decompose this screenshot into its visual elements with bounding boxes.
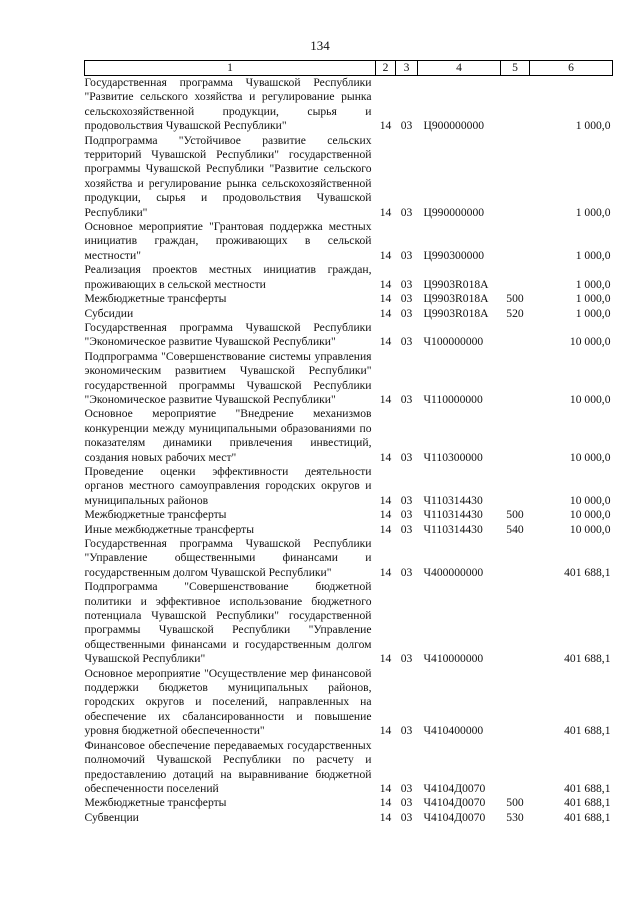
row-amount: 1 000,0 xyxy=(575,248,611,262)
header-col-name: 1 xyxy=(85,61,376,76)
row-expense-type xyxy=(501,667,530,739)
row-name: Межбюджетные трансферты xyxy=(84,796,227,810)
table-row xyxy=(85,523,613,537)
page-number: 134 xyxy=(310,38,330,53)
table-row xyxy=(85,811,613,825)
row-name: Основное мероприятие "Внедрение механизмов конкуренции между муниципальными образованиями по показателям динамики привлечения инвестиций, создания новых рабочих мест" xyxy=(84,407,372,464)
row-target-article: Ч410000000 xyxy=(423,652,484,666)
row-target-article: Ч410400000 xyxy=(423,724,484,738)
table-row xyxy=(85,667,613,739)
row-expense-type: 500 xyxy=(506,508,524,522)
row-name: Проведение оценки эффективности деятельности органов местного самоуправления городских округов и муниципальных районов xyxy=(84,464,372,507)
header-col-target-article: 4 xyxy=(418,61,501,76)
row-target-article: Ч110314430 xyxy=(423,493,483,507)
row-subsection: 03 xyxy=(400,292,413,306)
table-row xyxy=(85,580,613,666)
row-section: 14 xyxy=(379,450,392,464)
row-expense-type: 500 xyxy=(506,292,524,306)
row-target-article: Ч110000000 xyxy=(423,392,483,406)
row-target-article: Ч400000000 xyxy=(423,565,484,579)
row-section: 14 xyxy=(379,652,392,666)
row-amount: 401 688,1 xyxy=(564,565,611,579)
row-target-article: Ц900000000 xyxy=(423,119,485,133)
table-row xyxy=(85,263,613,292)
row-expense-type xyxy=(501,321,530,350)
row-amount: 10 000,0 xyxy=(569,392,611,406)
row-target-article: Ч4104Д0070 xyxy=(423,781,486,795)
row-expense-type xyxy=(501,220,530,263)
table-row xyxy=(85,220,613,263)
table-row xyxy=(85,407,613,465)
row-subsection: 03 xyxy=(400,508,413,522)
row-expense-type xyxy=(501,739,530,797)
row-amount: 401 688,1 xyxy=(564,781,611,795)
row-subsection: 03 xyxy=(400,306,413,320)
row-section: 14 xyxy=(379,522,392,536)
row-subsection: 03 xyxy=(400,248,413,262)
row-expense-type xyxy=(501,580,530,666)
row-target-article: Ч110300000 xyxy=(423,450,483,464)
row-amount: 10 000,0 xyxy=(569,522,611,536)
header-col-section: 2 xyxy=(376,61,396,76)
row-amount: 1 000,0 xyxy=(575,277,611,291)
row-target-article: Ч110314430 xyxy=(423,508,483,522)
table-row xyxy=(85,508,613,522)
row-section: 14 xyxy=(379,292,392,306)
row-name: Подпрограмма "Устойчивое развитие сельских территорий Чувашской Республики" государственной программы Чувашской Республики "Развитие сельского хозяйства и регулирование рынка сельскохозяйственной продукции, сырья и продовольствия Чувашской Республики" xyxy=(84,133,372,219)
row-subsection: 03 xyxy=(400,652,413,666)
row-name: Подпрограмма "Совершенствование системы управления экономическим развитием Чувашской Республики" государственной программы Чувашской Республики "Экономическое развитие Чувашской Республики" xyxy=(84,349,372,406)
row-amount: 1 000,0 xyxy=(575,292,611,306)
row-expense-type xyxy=(501,263,530,292)
row-target-article: Ц990000000 xyxy=(423,205,485,219)
row-name: Государственная программа Чувашской Республики "Развитие сельского хозяйства и регулирование рынка сельскохозяйственной продукции, сырья и продовольствия Чувашской Республики" xyxy=(84,76,372,133)
row-section: 14 xyxy=(379,508,392,522)
row-expense-type: 500 xyxy=(506,796,524,810)
row-expense-type xyxy=(501,465,530,508)
row-section: 14 xyxy=(379,248,392,262)
row-expense-type: 530 xyxy=(506,810,524,824)
row-name: Государственная программа Чувашской Республики "Экономическое развитие Чувашской Республики" xyxy=(84,320,372,349)
row-amount: 10 000,0 xyxy=(569,493,611,507)
row-subsection: 03 xyxy=(400,205,413,219)
table-row xyxy=(85,321,613,350)
row-name: Подпрограмма "Совершенствование бюджетной политики и эффективное использование бюджетного потенциала Чувашской Республики" государственной программы Чувашской Республики "Управление общественными финансами и государственным долгом Чувашской Республики" xyxy=(84,580,372,666)
row-subsection: 03 xyxy=(400,565,413,579)
row-expense-type xyxy=(501,350,530,408)
row-amount: 1 000,0 xyxy=(575,205,611,219)
row-target-article: Ц9903R018A xyxy=(423,306,489,320)
table-row xyxy=(85,350,613,408)
header-col-amount: 6 xyxy=(530,61,613,76)
row-section: 14 xyxy=(379,277,392,291)
row-name: Реализация проектов местных инициатив граждан, проживающих в сельской местности xyxy=(84,263,372,291)
row-amount: 401 688,1 xyxy=(564,796,611,810)
row-section: 14 xyxy=(379,306,392,320)
row-section: 14 xyxy=(379,810,392,824)
row-target-article: Ц9903R018A xyxy=(423,277,489,291)
table-row xyxy=(85,796,613,810)
row-target-article: Ц9903R018A xyxy=(423,292,489,306)
table-row xyxy=(85,739,613,797)
row-name: Основное мероприятие "Осуществление мер финансовой поддержки бюджетов муниципальных районов, городских округов и поселений, направленных на обеспечение их сбалансированности и повышение уровня бюджетной обеспеченности" xyxy=(84,666,372,738)
row-target-article: Ч4104Д0070 xyxy=(423,810,486,824)
row-subsection: 03 xyxy=(400,493,413,507)
row-amount: 10 000,0 xyxy=(569,508,611,522)
row-section: 14 xyxy=(379,781,392,795)
row-section: 14 xyxy=(379,205,392,219)
row-name: Основное мероприятие "Грантовая поддержка местных инициатив граждан, проживающих в сельской местности" xyxy=(84,220,372,262)
row-subsection: 03 xyxy=(400,335,413,349)
row-amount: 401 688,1 xyxy=(564,724,611,738)
row-subsection: 03 xyxy=(400,277,413,291)
row-subsection: 03 xyxy=(400,119,413,133)
row-subsection: 03 xyxy=(400,392,413,406)
row-amount: 1 000,0 xyxy=(575,119,611,133)
row-name: Межбюджетные трансферты xyxy=(84,292,227,306)
row-subsection: 03 xyxy=(400,522,413,536)
row-section: 14 xyxy=(379,565,392,579)
header-col-subsection: 3 xyxy=(396,61,418,76)
table-row xyxy=(85,134,613,220)
row-subsection: 03 xyxy=(400,781,413,795)
row-amount: 10 000,0 xyxy=(569,450,611,464)
table-row xyxy=(85,465,613,508)
budget-table xyxy=(84,60,613,825)
row-section: 14 xyxy=(379,493,392,507)
row-expense-type xyxy=(501,407,530,465)
row-name: Иные межбюджетные трансферты xyxy=(84,522,255,536)
row-section: 14 xyxy=(379,119,392,133)
row-name: Финансовое обеспечение передаваемых государственных полномочий Чувашской Республики по расчету и предоставлению дотаций на выравнивание бюджетной обеспеченности поселений xyxy=(84,738,372,795)
row-amount: 401 688,1 xyxy=(564,810,611,824)
header-row xyxy=(85,61,613,76)
table-row xyxy=(85,76,613,134)
row-name: Субсидии xyxy=(84,306,134,320)
row-subsection: 03 xyxy=(400,796,413,810)
table-row xyxy=(85,292,613,306)
table-row xyxy=(85,537,613,580)
table-body xyxy=(85,76,613,826)
header-col-expense-type: 5 xyxy=(501,61,530,76)
row-target-article: Ч100000000 xyxy=(423,335,484,349)
row-section: 14 xyxy=(379,796,392,810)
row-name: Субвенции xyxy=(84,810,139,824)
row-target-article: Ч4104Д0070 xyxy=(423,796,486,810)
row-expense-type xyxy=(501,537,530,580)
row-expense-type xyxy=(501,134,530,220)
row-subsection: 03 xyxy=(400,810,413,824)
row-section: 14 xyxy=(379,335,392,349)
row-amount: 401 688,1 xyxy=(564,652,611,666)
row-target-article: Ц990300000 xyxy=(423,248,485,262)
row-section: 14 xyxy=(379,724,392,738)
row-amount: 1 000,0 xyxy=(575,306,611,320)
row-expense-type: 520 xyxy=(506,306,524,320)
row-subsection: 03 xyxy=(400,724,413,738)
table-row xyxy=(85,307,613,321)
row-expense-type: 540 xyxy=(506,522,524,536)
row-name: Государственная программа Чувашской Республики "Управление общественными финансами и государственным долгом Чувашской Республики" xyxy=(84,537,372,579)
row-target-article: Ч110314430 xyxy=(423,522,483,536)
row-section: 14 xyxy=(379,392,392,406)
row-name: Межбюджетные трансферты xyxy=(84,508,227,522)
row-expense-type xyxy=(501,76,530,134)
table-header xyxy=(85,61,613,76)
row-subsection: 03 xyxy=(400,450,413,464)
row-amount: 10 000,0 xyxy=(569,335,611,349)
